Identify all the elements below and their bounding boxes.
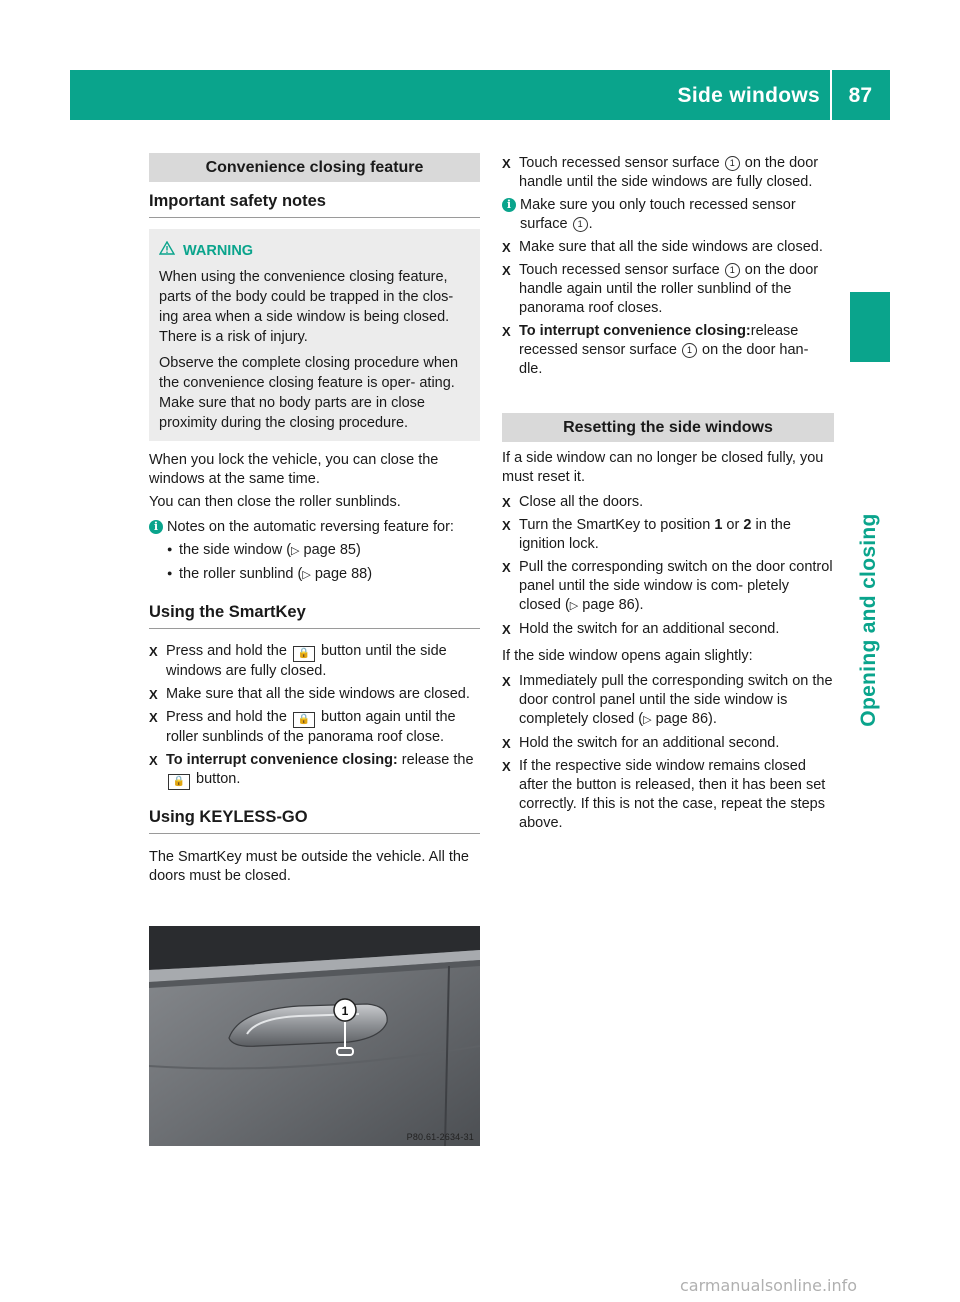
- paragraph-lock-vehicle: When you lock the vehicle, you can close the windows at the same time.: [149, 452, 439, 487]
- instruction-step: X Press and hold the 🔒 button again until the roller sunblinds of the panorama roof close.: [149, 709, 456, 745]
- step-marker-icon: X: [502, 759, 511, 774]
- instruction-step: X Make sure that all the side windows are closed.: [149, 686, 470, 702]
- paragraph-keyless: The SmartKey must be outside the vehicle. All the doors must be closed.: [149, 849, 469, 884]
- step-marker-icon: X: [502, 622, 511, 637]
- page-ref-arrow-icon: ▷: [569, 600, 579, 612]
- left-column: [149, 153, 480, 886]
- step-marker-icon: X: [502, 156, 511, 171]
- info-icon: i: [502, 198, 516, 212]
- section-bar-convenience: Convenience closing feature: [149, 153, 480, 182]
- heading-using-smartkey: Using the SmartKey: [149, 603, 480, 629]
- heading-safety-notes: Important safety notes: [149, 192, 480, 218]
- warning-box: [149, 229, 480, 441]
- info-text: Notes on the automatic reversing feature for:: [167, 519, 454, 535]
- section-title: Side windows: [677, 84, 820, 107]
- page-reference-link[interactable]: page 86).: [582, 597, 644, 613]
- page-header: [70, 70, 890, 120]
- info-icon: i: [149, 520, 163, 534]
- section-bar-resetting: Resetting the side windows: [502, 413, 834, 442]
- step-marker-icon: X: [149, 687, 158, 702]
- photo-reference-code: P80.61-2634-31: [406, 1132, 474, 1142]
- step-marker-icon: X: [502, 240, 511, 255]
- warning-text-1: When using the convenience closing feature, parts of the body could be trapped in the clos- ing area when a side window is being closed. There is a risk of injury.: [159, 269, 454, 345]
- step-marker-icon: X: [149, 644, 158, 659]
- instruction-step: X Touch recessed sensor surface 1 on the door handle again until the roller sunblind of the panorama roof closes.: [502, 262, 819, 316]
- callout-number: 1: [341, 1004, 349, 1018]
- paragraph-reset-intro: If a side window can no longer be closed fully, you must reset it.: [502, 450, 824, 485]
- instruction-step: X To interrupt convenience closing:release recessed sensor surface 1 on the door han- dle.: [502, 323, 809, 377]
- step-marker-icon: X: [502, 736, 511, 751]
- callout-1-icon: 1: [725, 263, 740, 278]
- info-note: [149, 518, 480, 537]
- callout-1-icon: 1: [725, 156, 740, 171]
- instruction-step: X If the respective side window remains closed after the button is released, then it has been set correctly. If this is not the case, repeat the steps above.: [502, 758, 826, 831]
- page-reference-link[interactable]: page 85): [303, 542, 361, 558]
- paragraph-opens-again: If the side window opens again slightly:: [502, 648, 753, 664]
- page-reference-link[interactable]: page 86).: [655, 711, 717, 727]
- instruction-step: X Immediately pull the corresponding switch on the door control panel until the side window is completely closed (▷ page 86).: [502, 673, 833, 727]
- list-item: ● the roller sunblind (▷ page 88): [167, 566, 373, 582]
- right-column: [502, 154, 834, 837]
- list-item: ● the side window (▷ page 85): [167, 542, 361, 558]
- lock-button-icon: 🔒: [168, 774, 190, 790]
- instruction-step: X Pull the corresponding switch on the door control panel until the side window is com- pletely closed (▷ page 86).: [502, 559, 833, 613]
- bullet-icon: ●: [167, 544, 173, 554]
- step-marker-icon: X: [502, 324, 511, 339]
- page-ref-arrow-icon: ▷: [291, 545, 300, 557]
- info-note: i Make sure you only touch recessed sensor surface 1 .: [502, 196, 834, 234]
- step-marker-icon: X: [502, 263, 511, 278]
- instruction-step: X Make sure that all the side windows are closed.: [502, 239, 823, 255]
- step-marker-icon: X: [149, 753, 158, 768]
- step-marker-icon: X: [502, 674, 511, 689]
- warning-heading: [159, 241, 470, 261]
- chapter-tab: [850, 292, 890, 362]
- door-handle-photo: [149, 926, 480, 1146]
- page-number: 87: [848, 84, 872, 107]
- paragraph-roller-sunblinds: You can then close the roller sunblinds.: [149, 494, 401, 510]
- callout-1-icon: 1: [682, 343, 697, 358]
- heading-using-keyless-go: Using KEYLESS-GO: [149, 808, 480, 834]
- instruction-step: X Hold the switch for an additional second.: [502, 621, 780, 637]
- page-ref-arrow-icon: ▷: [643, 714, 652, 726]
- watermark: carmanualsonline.info: [680, 1276, 858, 1295]
- instruction-step: X Close all the doors.: [502, 494, 644, 510]
- instruction-step: X To interrupt convenience closing: release the 🔒 button.: [149, 751, 480, 790]
- header-divider: [830, 70, 832, 120]
- page-reference-link[interactable]: page 88): [314, 566, 373, 582]
- warning-text-2: Observe the complete closing procedure when the convenience closing feature is oper- ating. Make sure that no body parts are in close proximity during the closing procedure.: [159, 355, 459, 431]
- page-ref-arrow-icon: ▷: [302, 569, 311, 581]
- step-marker-icon: X: [149, 710, 158, 725]
- lock-button-icon: 🔒: [293, 646, 315, 662]
- chapter-label: Opening and closing: [857, 513, 880, 727]
- instruction-step: X Hold the switch for an additional second.: [502, 735, 780, 751]
- instruction-step: X Turn the SmartKey to position 1 or 2 in the ignition lock.: [502, 517, 791, 552]
- step-marker-icon: X: [502, 518, 511, 533]
- callout-1-icon: 1: [573, 217, 588, 232]
- lock-button-icon: 🔒: [293, 712, 315, 728]
- warning-triangle-icon: [159, 241, 177, 261]
- instruction-step: X Touch recessed sensor surface 1 on the door handle until the side windows are fully closed.: [502, 155, 819, 190]
- step-marker-icon: X: [502, 495, 511, 510]
- bullet-icon: ●: [167, 568, 173, 578]
- warning-title: WARNING: [183, 243, 254, 259]
- instruction-step: X Press and hold the 🔒 button until the side windows are fully closed.: [149, 643, 447, 679]
- step-marker-icon: X: [502, 560, 511, 575]
